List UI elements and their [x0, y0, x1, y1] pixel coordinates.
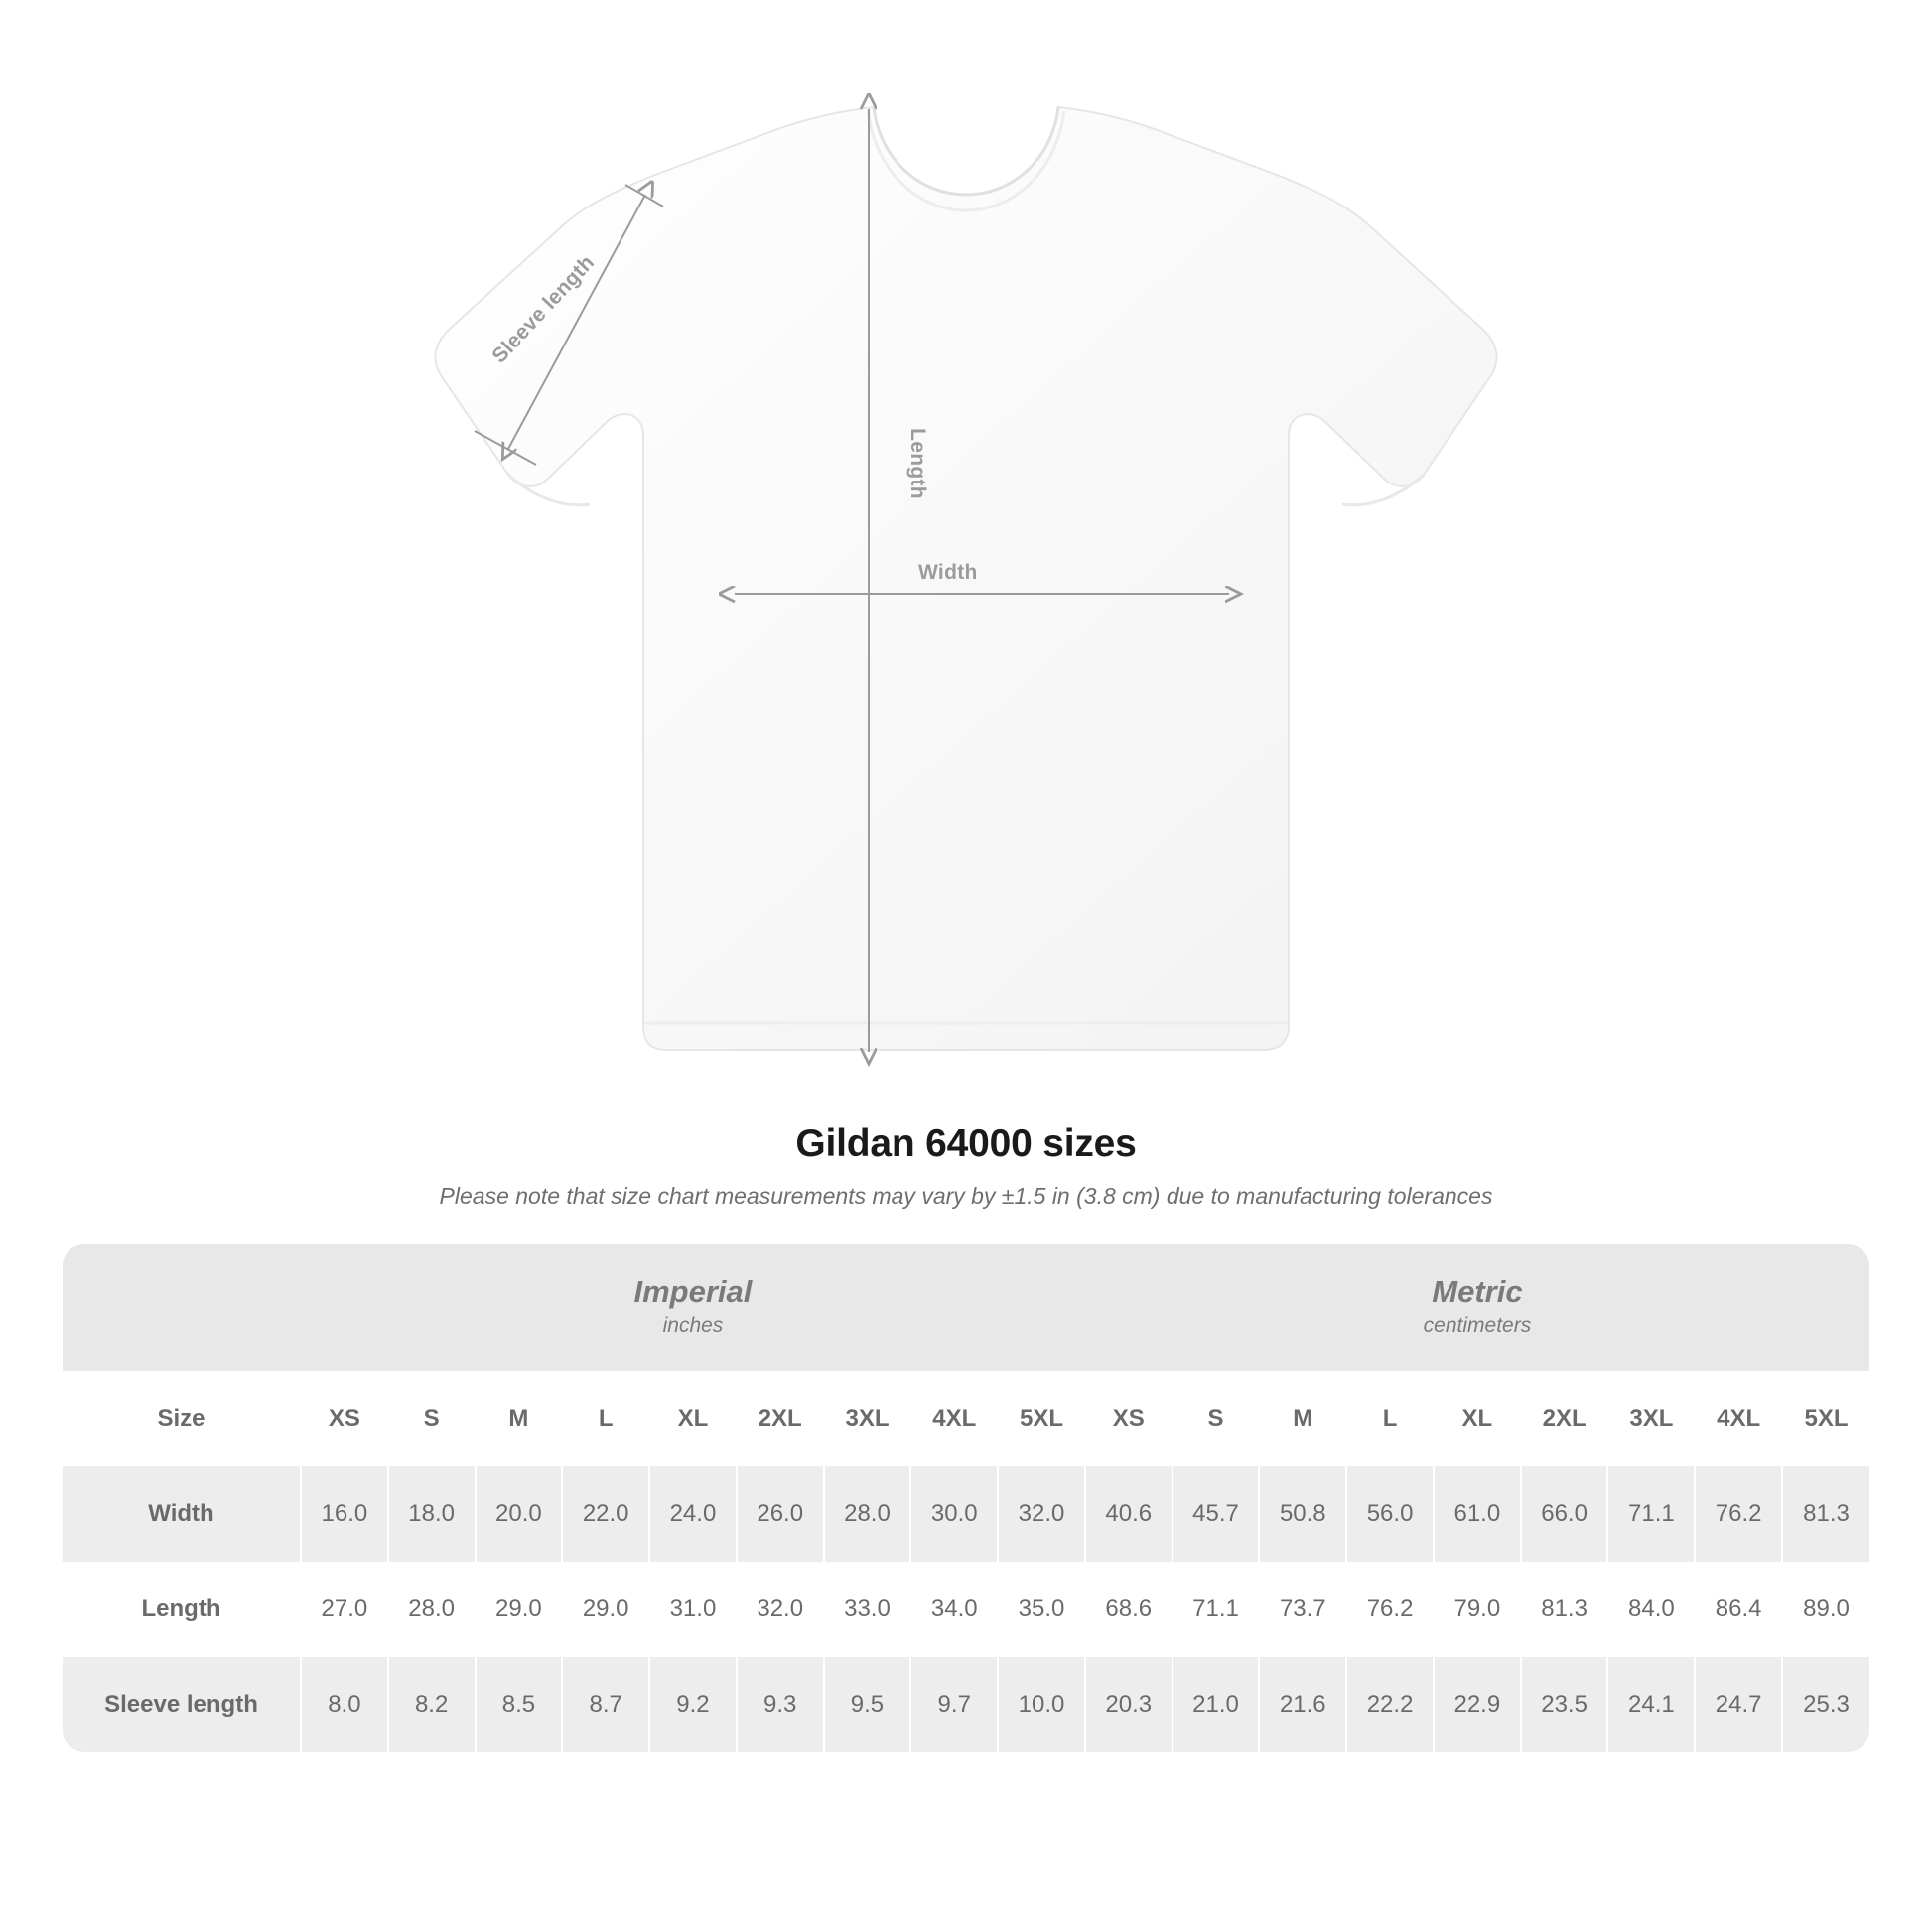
size-header-metric-4xl: 4XL [1695, 1371, 1782, 1466]
cell-sleeve-metric-3xl: 24.1 [1607, 1657, 1695, 1752]
cell-width-metric-l: 56.0 [1346, 1466, 1434, 1562]
title-block [0, 1122, 1932, 1210]
cell-sleeve-imperial-xl: 9.2 [649, 1657, 737, 1752]
cell-width-metric-5xl: 81.3 [1782, 1466, 1869, 1562]
row-label-width: Width [63, 1466, 301, 1562]
cell-sleeve-imperial-l: 8.7 [562, 1657, 649, 1752]
unit-name-metric: Metric [1432, 1273, 1523, 1309]
cell-width-metric-s: 45.7 [1173, 1466, 1260, 1562]
cell-sleeve-metric-l: 22.2 [1346, 1657, 1434, 1752]
cell-width-imperial-5xl: 32.0 [998, 1466, 1085, 1562]
size-table-wrapper [63, 1244, 1869, 1752]
cell-length-imperial-xs: 27.0 [301, 1562, 388, 1657]
unit-header-metric [1085, 1244, 1869, 1371]
cell-sleeve-metric-xs: 20.3 [1085, 1657, 1173, 1752]
cell-sleeve-metric-m: 21.6 [1259, 1657, 1346, 1752]
cell-sleeve-imperial-xs: 8.0 [301, 1657, 388, 1752]
cell-width-imperial-m: 20.0 [476, 1466, 563, 1562]
size-header-label: Size [63, 1371, 301, 1466]
cell-length-imperial-s: 28.0 [388, 1562, 476, 1657]
size-header-metric-5xl: 5XL [1782, 1371, 1869, 1466]
cell-width-imperial-2xl: 26.0 [737, 1466, 824, 1562]
size-header-row [63, 1371, 1869, 1466]
size-header-metric-3xl: 3XL [1607, 1371, 1695, 1466]
cell-width-metric-xl: 61.0 [1434, 1466, 1521, 1562]
cell-sleeve-metric-2xl: 23.5 [1521, 1657, 1608, 1752]
cell-width-imperial-s: 18.0 [388, 1466, 476, 1562]
cell-length-metric-l: 76.2 [1346, 1562, 1434, 1657]
cell-width-metric-xs: 40.6 [1085, 1466, 1173, 1562]
size-header-imperial-s: S [388, 1371, 476, 1466]
size-table [63, 1244, 1869, 1752]
cell-sleeve-metric-4xl: 24.7 [1695, 1657, 1782, 1752]
unit-header-imperial [301, 1244, 1085, 1371]
size-header-imperial-xs: XS [301, 1371, 388, 1466]
cell-sleeve-metric-xl: 22.9 [1434, 1657, 1521, 1752]
length-label: Length [905, 428, 929, 499]
sleeve-length-label: Sleeve length [487, 250, 600, 368]
cell-length-metric-s: 71.1 [1173, 1562, 1260, 1657]
size-header-metric-m: M [1259, 1371, 1346, 1466]
cell-width-metric-m: 50.8 [1259, 1466, 1346, 1562]
width-label: Width [918, 561, 978, 584]
cell-length-metric-4xl: 86.4 [1695, 1562, 1782, 1657]
size-header-imperial-2xl: 2XL [737, 1371, 824, 1466]
unit-sub-imperial: inches [662, 1314, 724, 1338]
cell-length-metric-5xl: 89.0 [1782, 1562, 1869, 1657]
row-label-sleeve-length: Sleeve length [63, 1657, 301, 1752]
cell-width-metric-4xl: 76.2 [1695, 1466, 1782, 1562]
cell-length-imperial-3xl: 33.0 [824, 1562, 911, 1657]
size-header-imperial-5xl: 5XL [998, 1371, 1085, 1466]
unit-header-row [63, 1244, 1869, 1371]
cell-length-imperial-4xl: 34.0 [910, 1562, 998, 1657]
unit-header-spacer [63, 1244, 301, 1371]
table-row-length [63, 1562, 1869, 1657]
tolerance-note: Please note that size chart measurements may vary by ±1.5 in (3.8 cm) due to manufacturing tolerances [439, 1183, 1493, 1209]
unit-sub-metric: centimeters [1423, 1314, 1532, 1338]
cell-width-imperial-xl: 24.0 [649, 1466, 737, 1562]
table-row-sleeve-length [63, 1657, 1869, 1752]
cell-sleeve-imperial-m: 8.5 [476, 1657, 563, 1752]
cell-length-imperial-2xl: 32.0 [737, 1562, 824, 1657]
cell-sleeve-metric-5xl: 25.3 [1782, 1657, 1869, 1752]
cell-sleeve-imperial-s: 8.2 [388, 1657, 476, 1752]
size-header-imperial-l: L [562, 1371, 649, 1466]
size-header-imperial-3xl: 3XL [824, 1371, 911, 1466]
cell-sleeve-imperial-4xl: 9.7 [910, 1657, 998, 1752]
cell-length-metric-xl: 79.0 [1434, 1562, 1521, 1657]
cell-sleeve-imperial-3xl: 9.5 [824, 1657, 911, 1752]
size-header-imperial-4xl: 4XL [910, 1371, 998, 1466]
cell-length-imperial-xl: 31.0 [649, 1562, 737, 1657]
cell-sleeve-imperial-2xl: 9.3 [737, 1657, 824, 1752]
cell-sleeve-imperial-5xl: 10.0 [998, 1657, 1085, 1752]
page-title: Gildan 64000 sizes [795, 1122, 1137, 1165]
cell-length-imperial-l: 29.0 [562, 1562, 649, 1657]
size-header-metric-xs: XS [1085, 1371, 1173, 1466]
cell-sleeve-metric-s: 21.0 [1173, 1657, 1260, 1752]
cell-width-imperial-xs: 16.0 [301, 1466, 388, 1562]
cell-length-metric-3xl: 84.0 [1607, 1562, 1695, 1657]
size-header-imperial-m: M [476, 1371, 563, 1466]
cell-length-imperial-m: 29.0 [476, 1562, 563, 1657]
size-header-metric-s: S [1173, 1371, 1260, 1466]
cell-width-imperial-4xl: 30.0 [910, 1466, 998, 1562]
cell-width-metric-2xl: 66.0 [1521, 1466, 1608, 1562]
cell-length-metric-2xl: 81.3 [1521, 1562, 1608, 1657]
cell-width-imperial-3xl: 28.0 [824, 1466, 911, 1562]
cell-length-metric-xs: 68.6 [1085, 1562, 1173, 1657]
size-header-imperial-xl: XL [649, 1371, 737, 1466]
cell-width-metric-3xl: 71.1 [1607, 1466, 1695, 1562]
cell-length-imperial-5xl: 35.0 [998, 1562, 1085, 1657]
size-header-metric-xl: XL [1434, 1371, 1521, 1466]
size-header-metric-2xl: 2XL [1521, 1371, 1608, 1466]
unit-name-imperial: Imperial [633, 1273, 753, 1309]
size-header-metric-l: L [1346, 1371, 1434, 1466]
cell-length-metric-m: 73.7 [1259, 1562, 1346, 1657]
row-label-length: Length [63, 1562, 301, 1657]
cell-width-imperial-l: 22.0 [562, 1466, 649, 1562]
table-row-width [63, 1466, 1869, 1562]
